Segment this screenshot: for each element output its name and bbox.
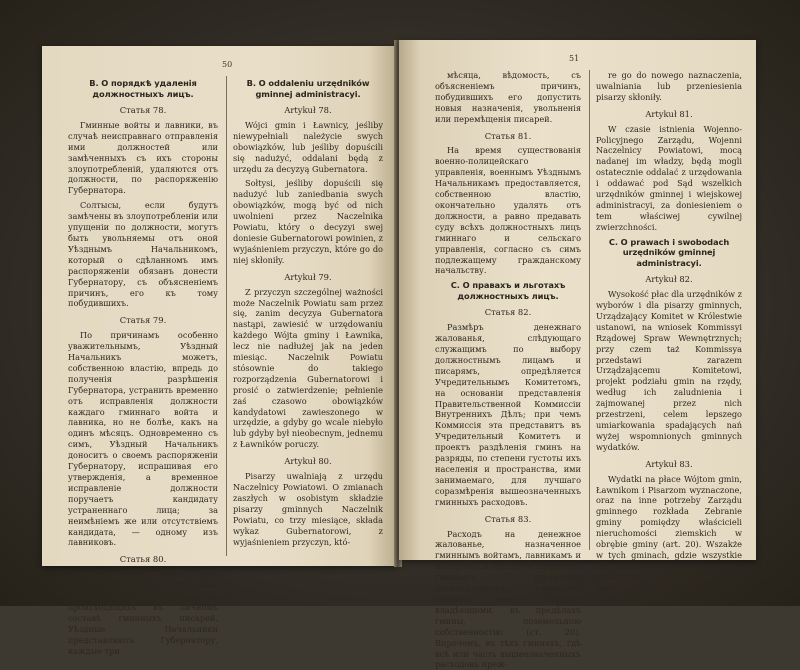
- paragraph: Z przyczyn szczególnej ważności może Naczelnik Powiatu sam przez się, zanim decyzya Gubernatora nastąpi, zawiesić w urzędowaniu każdego Wójta gminy i Ławnika, lecz nie nadłużej jak na jeden miesiąc. Naczelnik Powiatu stósownie do takiego rozporządzenia Gubernatorowi i prosić o zatwierdzenie; pełnienie zaś czasowo obowiązków kandydatowi zawieszonego w urzędzie, a gdyby go wcale niebyło lub gdyby był nieobecnym, jednemu z Ławników poruczy.: [233, 286, 383, 450]
- left-russian-column: [68, 76, 218, 656]
- paragraph: W czasie istnienia Wojenno-Policyjnego Zarządu, Wojenni Naczelnicy Powiatowi, mocą nadanej im władzy, będą mogli ostatecznie oddalać z urzędowania i oddawać pod Sąd wszelkich urzędników gminnej i wiejskowej administracyi, za doniesieniem o tem właściwej cywilnej zwierzchności.: [596, 123, 742, 232]
- paragraph: Размѣръ денежнаго жалованья, слѣдующаго служащимъ по выбору должностнымъ лицамъ и писарямъ, опредѣляется Учредительнымъ Комитетомъ, на основаніи представленія Правительственной Коммиссіи Внутреннихъ Дѣлъ; при чемъ Коммиссія эта представитъ въ Учредительный Комитетъ и проектъ раздѣленія гминъ на разряды, по степени густоты ихъ населенія и пространства, ими занимаемаго, для лучшаго соразмѣренія вышеозначенныхъ гминныхъ расходовъ.: [435, 322, 581, 507]
- article-title: Artykuł 79.: [284, 271, 332, 282]
- section-heading: B. O oddaleniu urzędników gminnej administracyi.: [246, 78, 370, 99]
- article-title: Статья 81.: [484, 130, 532, 141]
- article-title: Статья 79.: [119, 315, 167, 326]
- article-title: Artykuł 81.: [645, 108, 693, 119]
- paragraph: По причинамъ особенно уважительнымъ, Уѣздный Начальникъ можетъ, собственною властію, впредь до полученія разрѣшенія Губернатора, устранить временно отъ исправленія должности каждаго гминнаго войта и лавника, но не болѣе, какъ на одинъ мѣсяцъ. Одновременно съ симъ, Уѣздный Начальникъ доноситъ о своемъ распоряженіи Губернатору, испрашивая его утвержденія, а временное исправленіе должности поручаетъ кандидату устраненнаго лица; за неимѣніемъ же или отсутствіемъ кандидата, — одному изъ лавниковъ.: [68, 330, 218, 548]
- article-title: Статья 83.: [484, 513, 532, 524]
- article-title: Artykuł 82.: [645, 274, 693, 285]
- article-title: Artykuł 78.: [284, 105, 332, 115]
- article-title: Статья 80.: [119, 554, 167, 565]
- paragraph: Wójci gmin i Ławnicy, jeśliby niewypełniali należycie swych obowiązków, lub jeśliby dopuścili się nadużyć, oddalani będą z urzędu za decyzyą Gubernatora.: [233, 119, 383, 174]
- paragraph: Wysokość płac dla urzędników z wyborów i dla pisarzy gminnych, Urządzający Komitet w Królestwie ustanowi, na wniosek Kommissyi Rządowej Spraw Wewnętrznych; przy czem taż Kommissya przedstawi zarazem Urządzającemu Komitetowi, projekt podziału gmin na rzędy, według ich zaludnienia i zajmowanej przez nich przestrzeni, celem lepszego umiarkowania spadających nań wyżej wspomnionych gminnych wydatków.: [596, 289, 742, 452]
- paragraph: Расходъ на денежное жалованье, назначенное гминнымъ войтамъ, лавникамъ и писарямъ, и на прочіе предметы гминнаго управленія раскладывается гминнымъ сходомъ между лицами, владѣющими, въ предѣлахъ гмины, поземельною собственностію (ст. 20). Впрочемъ, въ тѣхъ гминахъ, гдѣ всѣ или часть вышеозначенныхъ расходовъ преж-: [435, 528, 581, 670]
- left-page: [42, 46, 397, 656]
- right-polish-column: [589, 70, 742, 593]
- paragraph: Pisarzy uwalniają z urzędu Naczelnicy Powiatowi. O zmianach zaszłych w osobistym składzie pisarzy gminnych Naczelnik Powiatu, co trzy miesiące, składa wykaz Gubernatorowi, z wyjaśnieniem przyczyn, któ-: [233, 471, 383, 547]
- section-heading: С. О правахъ и льготахъ должностныхъ лицъ.: [450, 280, 566, 301]
- paragraph: Wydatki na płace Wójtom gmin, Ławnikom i Pisarzom wyznaczone, oraz na inne potrzeby Zarządu gminnego rozkłada Zebranie gminy pomiędzy właścicieli nieruchomości ziemskich w obrębie gminy (art. 20). Wszakże w tych gminach, gdzie wszystkie lub część wyżej wymienionych wydatków zaspokajane były dawniej z innych źródeł, tam, lie: [596, 473, 742, 593]
- article-title: Artykuł 80.: [284, 456, 332, 467]
- right-page-number: 51: [569, 54, 580, 63]
- article-title: Статья 78.: [119, 105, 167, 115]
- left-polish-column: [226, 76, 383, 556]
- right-russian-column: [435, 70, 581, 670]
- paragraph: Писаря увольняются отъ должности Уѣздными Начальниками. О перемѣнахъ, происходящихъ въ личномъ составѣ гминныхъ писарей, Уѣздные Начальники представляютъ Губернатору, каждые три: [68, 569, 218, 656]
- paragraph: Солтысы, если будутъ замѣчены въ злоупотребленіи или упущеніи по должности, могутъ быть увольняемы отъ оной Уѣзднымъ Начальникомъ, который о сдѣланномъ имъ распоряженіи обязанъ донести Губернатору, съ объясненіемъ причинъ, его къ тому побудившихъ.: [68, 200, 218, 309]
- article-title: Статья 82.: [484, 307, 532, 318]
- paragraph: Sołtysi, jeśliby dopuścili się nadużyć lub zaniedbania swych obowiązków, mogą być od nich uwolnieni przez Naczelnika Powiatu, który o decyzyi swej doniesie Gubernatorowi powinien, z wyjaśnieniem przyczyn, które go do niej skłoniły.: [233, 178, 383, 265]
- paragraph: Гминные войты и лавники, въ случаѣ неисправнаго отправленія ими должностей или замѣченныхъ съ ихъ стороны злоупотребленій, удаляются отъ должности, по распоряженію Губернатора.: [68, 119, 218, 196]
- section-heading: В. О порядкѣ удаленія должностныхъ лицъ.: [89, 78, 197, 99]
- paragraph: На время существованія военно-полицейскаго управленія, военнымъ Уѣзднымъ Начальникамъ предоставляется, собственною властію, окончательно удалять отъ должности, а равно предавать суду всѣхъ должностныхъ лицъ гминнаго и сельскаго управленія, согласно съ симъ подлежащему гражданскому начальству.: [435, 145, 581, 276]
- section-heading: C. O prawach i swobodach urzędników gminnej administracyi.: [608, 236, 730, 268]
- left-page-number: 50: [222, 60, 233, 69]
- article-title: Artykuł 83.: [645, 458, 693, 469]
- right-page: [399, 40, 756, 670]
- paragraph: re go do nowego naznaczenia, uwalniania lub przeniesienia pisarzy skłoniły.: [596, 70, 742, 102]
- open-book: [42, 40, 756, 670]
- paragraph: мѣсяца, вѣдомость, съ объясненіемъ причинъ, побудившихъ его допустить новыя назначенія, увольненія или перемѣщенія писарей.: [435, 70, 581, 124]
